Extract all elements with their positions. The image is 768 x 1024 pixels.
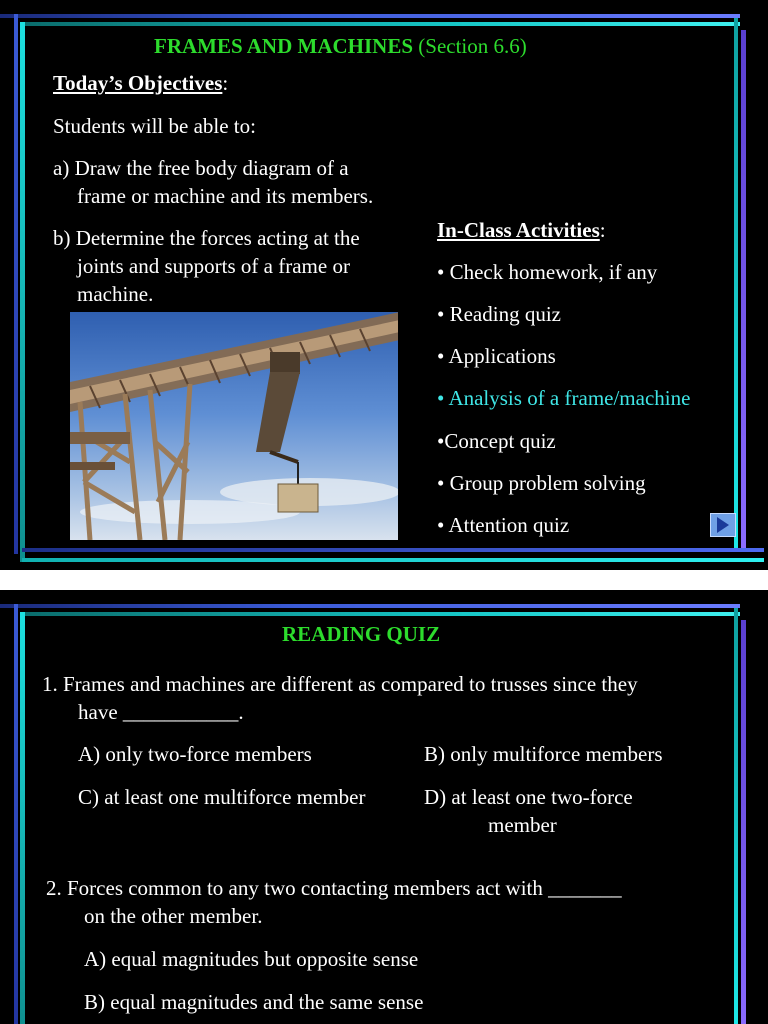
question-1-line2: have ___________.: [78, 700, 244, 724]
title-main: FRAMES AND MACHINES: [154, 34, 414, 58]
title-section: (Section 6.6): [413, 34, 527, 58]
q1-option-c: C) at least one multiforce member: [78, 785, 366, 809]
activities-heading-text: In-Class Activities: [437, 218, 600, 242]
slide-title: [154, 32, 527, 60]
q1-option-a: A) only two-force members: [78, 742, 312, 766]
objective-a-line1: a) Draw the free body diagram of a: [53, 156, 349, 180]
border-right-purple: [741, 620, 746, 1024]
slide-reading-quiz: [0, 590, 768, 1024]
border-top-teal: [20, 612, 740, 616]
activities-colon: :: [599, 218, 606, 242]
border-top-blue: [0, 14, 740, 18]
objective-a-line2: frame or machine and its members.: [77, 184, 374, 208]
activity-item: •Concept quiz: [437, 429, 556, 453]
objective-b-line3: machine.: [77, 282, 154, 306]
q2-option-a: A) equal magnitudes but opposite sense: [84, 947, 419, 971]
objectives-heading: [53, 69, 228, 97]
next-slide-button[interactable]: [710, 513, 736, 537]
border-left-blue: [14, 604, 18, 1024]
border-top-teal: [20, 22, 740, 26]
activity-item-highlighted: • Analysis of a frame/machine: [437, 386, 691, 410]
objectives-heading-text: Today’s Objectives: [53, 71, 223, 95]
objectives-colon: :: [222, 71, 229, 95]
border-left-teal: [20, 612, 25, 1024]
students-line: Students will be able to:: [53, 114, 256, 138]
crane-illustration: [70, 312, 398, 540]
activities-heading: [437, 216, 606, 244]
activity-item: • Reading quiz: [437, 302, 561, 326]
q2-option-b: B) equal magnitudes and the same sense: [84, 990, 424, 1014]
border-right-teal: [734, 18, 738, 548]
border-left-teal: [20, 22, 25, 562]
objective-b-line2: joints and supports of a frame or: [77, 254, 350, 278]
border-right-teal: [734, 608, 738, 1024]
question-1-line1: 1. Frames and machines are different as compared to trusses since they: [42, 672, 638, 696]
q1-option-b: B) only multiforce members: [424, 742, 663, 766]
border-left-blue: [14, 14, 18, 554]
crane-photo: [70, 312, 398, 540]
border-right-purple: [741, 30, 746, 550]
activity-item: • Attention quiz: [437, 513, 570, 537]
border-top-blue: [0, 604, 740, 608]
quiz-title: READING QUIZ: [282, 622, 441, 646]
q1-option-d-line1: D) at least one two-force: [424, 785, 633, 809]
q1-option-d-line2: member: [488, 813, 557, 837]
border-bottom-teal: [22, 558, 764, 562]
objective-b-line1: b) Determine the forces acting at the: [53, 226, 360, 250]
question-2-line1: 2. Forces common to any two contacting members act with _______: [46, 876, 622, 900]
play-right-icon: [717, 517, 729, 533]
activity-item: • Group problem solving: [437, 471, 646, 495]
question-2-line2: on the other member.: [84, 904, 263, 928]
activity-item: • Check homework, if any: [437, 260, 658, 284]
border-bottom-blue: [22, 548, 764, 552]
activity-item: • Applications: [437, 344, 556, 368]
